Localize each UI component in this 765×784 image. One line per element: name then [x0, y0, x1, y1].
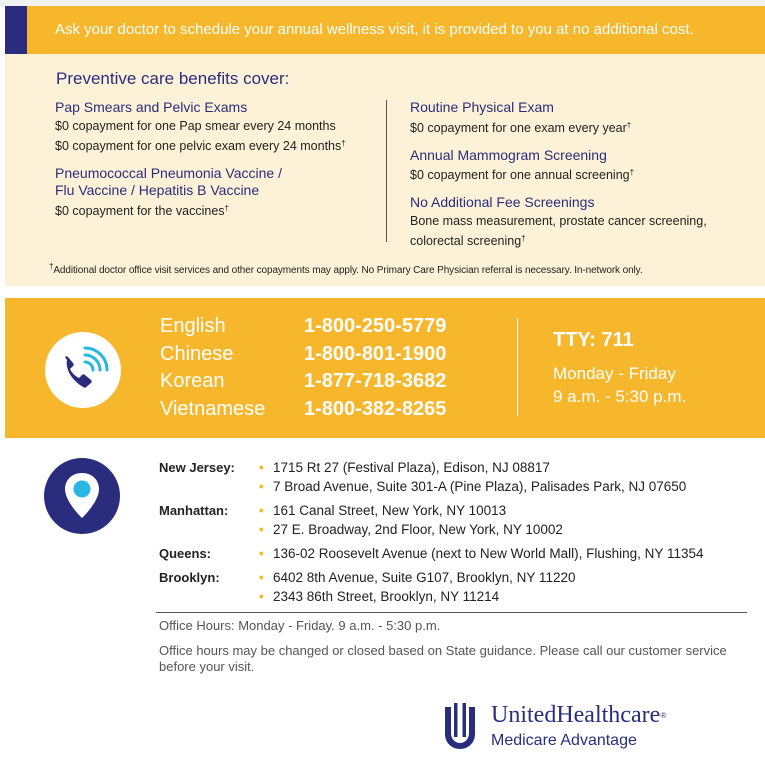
phone-row-chinese: [160, 343, 446, 371]
registered-mark: ®: [660, 711, 667, 720]
phone-list: [160, 315, 446, 425]
locations-list: [159, 458, 703, 611]
benefit-title: Pap Smears and Pelvic Exams: [55, 99, 248, 115]
benefit-line: $0 copayment for one exam every year†: [410, 120, 632, 135]
address-item: • 7 Broad Avenue, Suite 301-A (Pine Plaza), Palisades Park, NJ 07650: [259, 479, 687, 494]
address-list: [259, 544, 703, 563]
phone-divider: [517, 318, 518, 416]
benefits-left-column: [55, 99, 375, 230]
benefit-title: Pneumococcal Pneumonia Vaccine /: [55, 164, 282, 181]
phone-panel: [5, 298, 765, 438]
address-list: [259, 501, 563, 539]
benefit-vaccines: [55, 165, 375, 220]
office-hours: Office Hours: Monday - Friday. 9 a.m. - 5:30 p.m.: [159, 618, 441, 633]
address-item: • 27 E. Broadway, 2nd Floor, New York, NY 10002: [259, 522, 563, 537]
benefit-line: $0 copayment for the vaccines†: [55, 203, 229, 218]
dagger-mark: †: [224, 203, 229, 213]
location-group-new-jersey: [159, 458, 703, 496]
dagger-mark: †: [341, 138, 346, 148]
benefit-title: Flu Vaccine / Hepatitis B Vaccine: [55, 182, 260, 198]
language-label: Chinese: [160, 342, 234, 365]
dagger-mark: †: [626, 120, 632, 130]
dagger-mark: †: [629, 168, 635, 177]
language-label: Vietnamese: [160, 397, 266, 420]
phone-days: Monday - Friday: [553, 364, 676, 383]
phone-icon: [45, 332, 121, 408]
logo-subtitle: Medicare Advantage: [491, 732, 637, 749]
language-label: English: [160, 315, 226, 337]
locations-divider: [156, 612, 747, 613]
bullet: •: [259, 479, 264, 494]
bullet: •: [259, 570, 264, 585]
phone-row-english: [160, 315, 446, 343]
address-item: • 136-02 Roosevelt Avenue (next to New World Mall), Flushing, NY 11354: [259, 546, 704, 561]
unitedhealthcare-logo-icon: [443, 703, 477, 754]
phone-row-korean: [160, 370, 446, 398]
wellness-banner: [5, 6, 765, 54]
office-hours-notice: Office hours may be changed or closed based on State guidance. Please call our customer service before your visit.: [159, 643, 727, 674]
benefits-heading: Preventive care benefits cover:: [56, 69, 290, 88]
logo-wordmark: UnitedHealthcare®: [491, 702, 667, 728]
address-list: [259, 568, 575, 606]
benefits-right-column: [410, 99, 750, 260]
address-item: • 1715 Rt 27 (Festival Plaza), Edison, NJ 08817: [259, 460, 550, 475]
phone-number[interactable]: 1-800-250-5779: [304, 315, 447, 337]
bullet: •: [259, 589, 264, 604]
tty-number[interactable]: TTY: 711: [553, 329, 634, 351]
dagger-mark: †: [49, 262, 54, 271]
bullet: •: [259, 522, 264, 537]
phone-row-vietnamese: [160, 398, 446, 426]
benefit-screenings: [410, 194, 750, 250]
benefit-line: Bone mass measurement, prostate cancer screening,: [410, 213, 707, 228]
banner-accent-bar: [5, 6, 27, 54]
location-group-brooklyn: [159, 568, 703, 606]
benefit-pap-smears: [55, 99, 375, 155]
benefit-title: No Additional Fee Screenings: [410, 194, 595, 210]
benefits-footnote: †Additional doctor office visit services and other copayments may apply. No Primary Care Physician referral is necessary. In-network only.: [49, 262, 643, 276]
region-label: Manhattan:: [159, 503, 229, 518]
region-label: Queens:: [159, 546, 212, 561]
benefits-divider: [386, 100, 387, 242]
bullet: •: [259, 460, 264, 475]
address-item: • 2343 86th Street, Brooklyn, NY 11214: [259, 589, 500, 604]
benefit-physical-exam: [410, 99, 750, 137]
benefit-title: Annual Mammogram Screening: [410, 146, 607, 163]
benefit-mammogram: [410, 147, 750, 185]
benefit-line: $0 copayment for one Pap smear every 24 months: [55, 118, 336, 133]
phone-number[interactable]: 1-877-718-3682: [304, 370, 447, 392]
benefits-panel: [5, 54, 765, 286]
language-label: Korean: [160, 370, 225, 392]
address-item: • 161 Canal Street, New York, NY 10013: [259, 503, 507, 518]
banner-text: Ask your doctor to schedule your annual wellness visit, it is provided to you at no additional cost.: [55, 21, 694, 38]
benefit-line: $0 copayment for one annual screening†: [410, 168, 635, 182]
address-item: • 6402 8th Avenue, Suite G107, Brooklyn, NY 11220: [259, 570, 576, 585]
phone-hours: 9 a.m. - 5:30 p.m.: [553, 387, 687, 406]
bullet: •: [259, 503, 264, 518]
location-group-manhattan: [159, 501, 703, 539]
phone-number[interactable]: 1-800-382-8265: [304, 397, 447, 420]
region-label: Brooklyn:: [159, 570, 220, 585]
location-pin-icon: [44, 458, 120, 534]
region-label: New Jersey:: [159, 460, 235, 475]
phone-number[interactable]: 1-800-801-1900: [304, 342, 447, 365]
dagger-mark: †: [521, 233, 526, 243]
benefit-title: Routine Physical Exam: [410, 99, 554, 115]
benefit-line: $0 copayment for one pelvic exam every 24 months†: [55, 138, 346, 153]
bullet: •: [259, 546, 264, 561]
benefit-line: colorectal screening†: [410, 233, 526, 248]
address-list: [259, 458, 686, 496]
location-group-queens: [159, 544, 703, 563]
